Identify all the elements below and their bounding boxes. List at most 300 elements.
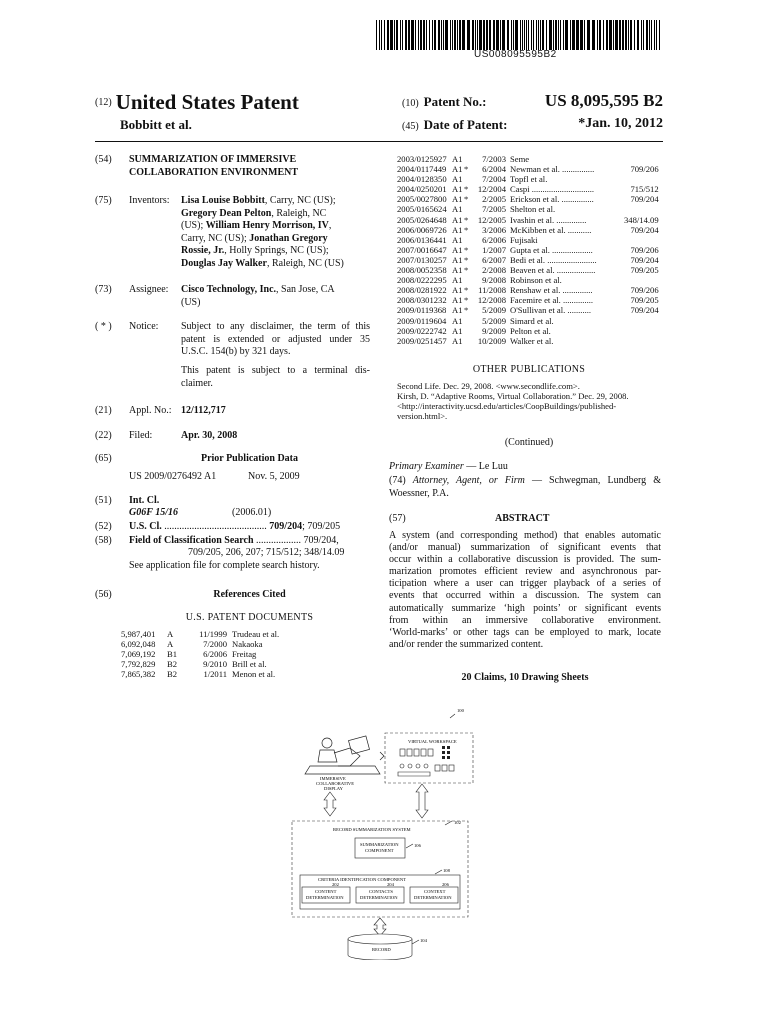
record-summarization-system-box (292, 821, 468, 917)
header-rule (95, 141, 663, 142)
user-at-display-icon (305, 736, 384, 774)
title-line-2: COLLABORATION ENVIRONMENT (129, 166, 298, 178)
barcode-bar (542, 20, 544, 50)
ref-name: Ivashin et al. .............. (510, 214, 587, 225)
ref-star: * (464, 164, 469, 175)
barcode-bar (587, 20, 590, 50)
ref-date: 7/2003 (482, 154, 506, 164)
barcode-bar (659, 20, 660, 50)
code-10: (10) (402, 98, 419, 109)
ref-star (464, 174, 472, 184)
barcode-bar (546, 20, 547, 50)
barcode-bar (549, 20, 552, 50)
pub-ref-row (397, 174, 659, 184)
barcode-bar (443, 20, 444, 50)
us-refs-table (121, 629, 279, 679)
us-ref-row (121, 649, 279, 659)
ref-star (464, 275, 472, 285)
ref-kind: A1 (452, 265, 463, 276)
barcode-bar (486, 20, 488, 50)
barcode-bar (475, 20, 476, 50)
invention-title (129, 154, 298, 179)
ref-kind: A1 (452, 244, 463, 255)
ref-class (624, 235, 659, 245)
other-pub-line: Second Life. Dec. 29, 2008. <www.secondlife.com>. (397, 381, 580, 391)
barcode-bar (563, 20, 564, 50)
ref-number: 2008/0222295 (397, 275, 447, 286)
ref-number: 6,092,048 (121, 639, 156, 650)
ref-class: 709/204 (630, 305, 659, 316)
contacts-label-2: DETERMINATION (360, 895, 398, 900)
patent-number: US 8,095,595 B2 (544, 91, 663, 110)
ref-name: Topfl et al. (510, 174, 548, 185)
pub-ref-row (397, 265, 659, 275)
barcode-bar (524, 20, 525, 50)
barcode-bar (609, 20, 612, 50)
leader-line-106 (406, 844, 413, 848)
ref-date: 7/2005 (482, 204, 506, 215)
ref-class: 709/205 (630, 295, 659, 306)
abstract-line: ‘World-marks’ or other tags can be employed to mark, locate (389, 626, 661, 638)
filed-label: Filed: (129, 430, 153, 441)
pub-ref-row (397, 316, 659, 326)
ref-kind: A (167, 629, 174, 639)
pub-ref-row (397, 245, 659, 255)
ref-name: Erickson et al. ............... (510, 194, 594, 205)
ref-number: 2003/0125927 (397, 154, 447, 164)
ref-104: 104 (420, 938, 427, 943)
ref-number: 2007/0130257 (397, 254, 447, 265)
display-label-3: DISPLAY (324, 786, 343, 791)
pub-ref-row (397, 184, 659, 194)
ref-number: 2004/0250201 (397, 184, 447, 195)
ref-kind: A1 (452, 275, 463, 286)
barcode-bar (637, 20, 639, 50)
barcode-bar (459, 20, 461, 50)
abstract-line: and/or render the summarized content. (389, 638, 544, 650)
barcode-bar (462, 20, 465, 50)
ref-kind: A1 (452, 154, 463, 164)
barcode-bar (420, 20, 422, 50)
ref-date: 11/2008 (478, 285, 506, 296)
criteria-label: CRITERIA IDENTIFICATION COMPONENT (318, 877, 407, 882)
bidirectional-arrow-record (374, 918, 386, 936)
ref-kind: B2 (167, 669, 178, 680)
ref-number: 2004/0128350 (397, 174, 447, 185)
barcode-bar (483, 20, 485, 50)
ref-star: * (464, 254, 469, 265)
ref-number: 2006/0069726 (397, 224, 447, 235)
inventors-short: Bobbitt et al. (120, 117, 192, 132)
patent-number-row (402, 91, 663, 110)
barcode-bar (528, 20, 529, 50)
barcode-bar (379, 20, 380, 50)
ref-star: * (464, 224, 469, 235)
search-history-note: See application file for complete search history. (129, 560, 320, 571)
display-label-1: IMMERSIVE (320, 776, 346, 781)
other-publications (397, 381, 663, 421)
ref-date: 2/2008 (482, 265, 506, 276)
ref-number: 2005/0165624 (397, 204, 447, 215)
ref-class (624, 336, 659, 346)
display-label-2: COLLABORATIVE (316, 781, 355, 786)
ref-class (624, 154, 659, 164)
abstract-text (389, 530, 661, 651)
ref-star (464, 154, 472, 164)
ref-date: 7/2004 (482, 174, 506, 185)
doc-icons (435, 765, 454, 771)
ref-name: Renshaw et al. .............. (510, 285, 593, 296)
barcode-bar (630, 20, 632, 50)
ref-date: 12/2005 (477, 214, 506, 225)
ref-class: 715/512 (630, 184, 659, 195)
ref-class (624, 275, 659, 285)
barcode-bar (426, 20, 427, 50)
barcode-bar (656, 20, 657, 50)
barcode-bar (615, 20, 618, 50)
barcode-bar (450, 20, 451, 50)
leader-line-102 (445, 821, 452, 825)
contacts-label-1: CONTACTS (369, 889, 393, 894)
assignee: Cisco Technology, Inc., San Jose, CA (US) (181, 284, 335, 308)
ref-date: 9/2008 (482, 275, 506, 286)
ref-kind: A1 (452, 285, 463, 296)
date-label: Date of Patent: (423, 117, 508, 132)
ref-date: 9/2010 (203, 659, 227, 670)
ref-number: 2008/0281922 (397, 285, 447, 296)
ref-star (464, 336, 472, 346)
ref-number: 2009/0222742 (397, 325, 447, 336)
barcode-bar (457, 20, 458, 50)
ref-kind: A1 (452, 295, 463, 306)
barcode-bar (622, 20, 624, 50)
pub-ref-row (397, 194, 659, 204)
code-12: (12) (95, 97, 112, 108)
barcode-bar (649, 20, 650, 50)
ref-number: 5,987,401 (121, 629, 156, 639)
ref-name: Fujisaki (510, 234, 538, 245)
barcode-bar (376, 20, 377, 50)
barcode-bar (603, 20, 604, 50)
content-label-2: DETERMINATION (306, 895, 344, 900)
ref-number: 2007/0016647 (397, 244, 447, 255)
ref-class (624, 326, 659, 336)
barcode-bar (597, 20, 598, 50)
barcode-bar (496, 20, 499, 50)
ref-kind: A1 (452, 164, 463, 175)
leader-line-108 (435, 870, 442, 874)
ref-star (464, 326, 472, 336)
filed-date: Apr. 30, 2008 (181, 430, 238, 441)
pub-ref-row (397, 215, 659, 225)
ref-class (624, 174, 659, 184)
barcode-bar (634, 20, 635, 50)
barcode-bar (513, 20, 514, 50)
ref-date: 6/2007 (482, 254, 506, 265)
title-code: (54) (95, 154, 112, 165)
context-label-1: CONTEXT (424, 889, 446, 894)
prior-date: Nov. 5, 2009 (248, 471, 300, 482)
barcode-bar (408, 20, 410, 50)
ref-name: Walker et al. (510, 335, 554, 346)
pub-ref-row (397, 164, 659, 174)
abstract-line: occur within a collaborative discussion is provided. The sum- (389, 554, 661, 566)
barcode-bar (520, 20, 521, 50)
other-pub-heading: OTHER PUBLICATIONS (472, 364, 586, 375)
pub-ref-row (397, 225, 659, 235)
ref-kind: B1 (167, 649, 178, 660)
virtual-workspace-label: VIRTUAL WORKSPACE (408, 739, 457, 744)
intcl-class: G06F 15/16 (129, 507, 178, 518)
date-row (402, 117, 663, 133)
barcode-bar (405, 20, 407, 50)
ref-kind: A1 (452, 325, 463, 336)
claims-sheets: 20 Claims, 10 Drawing Sheets (461, 672, 589, 683)
record-label: RECORD (372, 947, 391, 952)
inventors-label: Inventors: (129, 195, 170, 206)
filed-code: (22) (95, 430, 112, 441)
notice-label: Notice: (129, 321, 159, 332)
barcode-bar (619, 20, 621, 50)
barcode-bar (592, 20, 595, 50)
ref-kind: A1 (452, 305, 463, 316)
attorney: (74) Attorney, Agent, or Firm — Schwegman, Lundberg & Woessner, P.A. (389, 475, 661, 499)
pub-ref-row (397, 154, 659, 164)
summ-label-1: SUMMARIZATION (360, 842, 399, 847)
ref-class: 709/206 (630, 285, 659, 296)
ref-number: 2006/0136441 (397, 234, 447, 245)
patent-no-label: Patent No.: (423, 94, 487, 109)
ref-date: 6/2004 (482, 164, 506, 175)
barcode-bar (387, 20, 389, 50)
ref-kind: A1 (452, 174, 463, 185)
assignee-label: Assignee: (129, 284, 169, 295)
barcode-bar (580, 20, 583, 50)
ref-date: 5/2009 (482, 315, 506, 326)
barcode-bar (584, 20, 585, 50)
abstract-line: A system (and corresponding method) that enables automatic (389, 530, 661, 541)
ref-204: 204 (387, 882, 394, 887)
ref-date: 7/2000 (203, 639, 227, 650)
continued: (Continued) (504, 437, 554, 448)
ref-star: * (464, 214, 469, 225)
document-type (95, 90, 299, 115)
ref-class: 709/204 (630, 194, 659, 205)
barcode-bar (489, 20, 491, 50)
doc-type-title: United States Patent (115, 90, 299, 114)
ref-name: Pelton et al. (510, 325, 551, 336)
barcode-bar (515, 20, 518, 50)
ref-kind: A1 (452, 315, 463, 326)
ref-name: Bedi et al. ....................... (510, 254, 597, 265)
barcode-bar (423, 20, 425, 50)
barcode-bar (429, 20, 430, 50)
ref-name: Newman et al. ............... (510, 164, 595, 175)
prior-code: (65) (95, 453, 112, 464)
ref-date: 11/1999 (199, 629, 227, 639)
pub-ref-row (397, 235, 659, 245)
barcode-bar (606, 20, 608, 50)
barcode-bar (565, 20, 568, 50)
barcode-bar (500, 20, 501, 50)
patent-date: *Jan. 10, 2012 (578, 116, 663, 131)
ref-class: 709/206 (630, 244, 659, 255)
ref-star: * (464, 285, 469, 296)
barcode-bar (572, 20, 575, 50)
avatar-cluster-icon (398, 749, 433, 776)
us-ref-row (121, 629, 279, 639)
ref-name: Menon et al. (232, 669, 276, 680)
barcode-bar (502, 20, 505, 50)
ref-number: 2009/0251457 (397, 335, 447, 346)
ref-star: * (464, 244, 469, 255)
notice-text: Subject to any disclaimer, the term of this patent is extended or adjusted under 35 U.S.C. 154(b) by 321 days. (181, 321, 370, 357)
ref-class (624, 316, 659, 326)
barcode-bar (522, 20, 523, 50)
field-of-search-line2: 709/205, 206, 207; 715/512; 348/14.09 (188, 547, 345, 558)
pub-ref-row (397, 285, 659, 295)
code-45: (45) (402, 121, 419, 132)
ref-class: 709/206 (630, 164, 659, 175)
abstract-heading: ABSTRACT (495, 513, 550, 524)
barcode-bar (641, 20, 642, 50)
ref-name: Nakaoka (232, 639, 263, 650)
context-label-2: DETERMINATION (414, 895, 452, 900)
prior-heading: Prior Publication Data (200, 453, 299, 464)
barcode-bar (533, 20, 534, 50)
appl-label: Appl. No.: (129, 405, 172, 416)
barcode-bar (555, 20, 557, 50)
pub-ref-row (397, 305, 659, 315)
pub-ref-row (397, 204, 659, 214)
us-ref-row (121, 669, 279, 679)
ref-name: Robinson et al. (510, 275, 562, 286)
ref-kind: A1 (452, 224, 463, 235)
abstract-line: from within an immersive collaborative environment. (389, 614, 661, 626)
ref-star: * (464, 305, 469, 316)
us-ref-row (121, 639, 279, 649)
ref-kind: A1 (452, 214, 463, 225)
barcode-bar (418, 20, 419, 50)
other-pub-line: Kirsh, D. “Adaptive Rooms, Virtual Collaboration.” Dec. 29, 2008. (397, 391, 629, 402)
barcode-bar (576, 20, 579, 50)
ref-date: 12/2008 (477, 295, 506, 306)
barcode-bar (454, 20, 456, 50)
ref-kind: A1 (452, 335, 463, 346)
ref-106: 106 (414, 843, 421, 848)
appl-number: 12/112,717 (181, 405, 226, 416)
barcode-bar (394, 20, 395, 50)
abstract-line: (and/or manual) summarization of significant events that (389, 542, 661, 554)
barcode-bar (628, 20, 629, 50)
ref-class: 709/204 (630, 224, 659, 235)
barcode-bar (646, 20, 648, 50)
ref-name: Facemire et al. .............. (510, 295, 594, 306)
ref-number: 2009/0119604 (397, 315, 447, 326)
appl-code: (21) (95, 405, 112, 416)
intcl-year: (2006.01) (232, 507, 272, 518)
barcode-bar (511, 20, 512, 50)
ref-date: 9/2009 (482, 325, 506, 336)
barcode-bar (472, 20, 474, 50)
ref-102: 102 (454, 820, 461, 825)
ref-name: Beaven et al. .................. (510, 265, 596, 276)
grid-panel-icon (442, 746, 450, 759)
barcode-bar (432, 20, 433, 50)
ref-star (464, 316, 472, 326)
barcode-bar (643, 20, 644, 50)
barcode-bar (434, 20, 436, 50)
pub-ref-row (397, 255, 659, 265)
title-line-1: SUMMARIZATION OF IMMERSIVE (129, 154, 297, 165)
ref-name: O'Sullivan et al. ........... (510, 305, 592, 316)
ref-number: 2004/0117449 (397, 164, 447, 175)
ref-name: Shelton et al. (510, 204, 556, 215)
barcode-bar (560, 20, 561, 50)
ref-kind: A (167, 639, 174, 650)
ref-kind: A1 (452, 254, 463, 265)
ref-100: 100 (457, 708, 464, 713)
refs-code: (56) (95, 589, 112, 600)
ref-number: 2005/0264648 (397, 214, 447, 225)
barcode-bar (390, 20, 393, 50)
primary-examiner: Primary Examiner — Le Luu (389, 461, 508, 472)
barcode-bar (438, 20, 440, 50)
barcode-bar (402, 20, 403, 50)
intcl-code: (51) (95, 495, 112, 506)
notice-code: ( * ) (95, 321, 112, 332)
barcode-bar (613, 20, 614, 50)
barcode-bar (651, 20, 652, 50)
ref-name: Simard et al. (510, 315, 554, 326)
barcode-bar (452, 20, 453, 50)
ref-name: Gupta et al. ................... (510, 244, 593, 255)
other-pub-line: <http://interactivity.ucsd.edu/articles/CoopBuildings/published- (397, 401, 617, 412)
ref-name: McKibben et al. ........... (510, 224, 592, 235)
other-pub-line: version.html>. (397, 411, 448, 422)
ref-number: 7,792,829 (121, 659, 156, 670)
refs-heading: References Cited (213, 589, 286, 600)
barcode-bar (396, 20, 398, 50)
us-ref-row (121, 659, 279, 669)
prior-pub: US 2009/0276492 A1 (129, 471, 217, 482)
pub-ref-row (397, 295, 659, 305)
barcode-bar (384, 20, 385, 50)
ref-class: 709/205 (630, 265, 659, 276)
barcode-bar (654, 20, 655, 50)
ref-name: Caspi ............................. (510, 184, 595, 195)
ref-name: Brill et al. (232, 659, 267, 670)
ref-class: 348/14.09 (624, 214, 659, 225)
ref-kind: B2 (167, 659, 178, 670)
ref-date: 1/2011 (203, 669, 227, 680)
barcode-bar (507, 20, 509, 50)
ref-date: 1/2007 (482, 244, 506, 255)
ref-kind: A1 (452, 184, 463, 195)
ref-star: * (464, 265, 469, 276)
ref-name: Seme (510, 154, 530, 164)
barcode-bar (625, 20, 627, 50)
ref-206: 206 (442, 882, 449, 887)
ref-date: 5/2009 (482, 305, 506, 316)
pub-ref-row (397, 275, 659, 285)
ref-star: * (464, 194, 469, 205)
ref-number: 2009/0119368 (397, 305, 447, 316)
barcode-bar (493, 20, 495, 50)
leader-line-100 (450, 714, 455, 718)
ref-date: 12/2004 (477, 184, 506, 195)
barcode-bar (538, 20, 539, 50)
